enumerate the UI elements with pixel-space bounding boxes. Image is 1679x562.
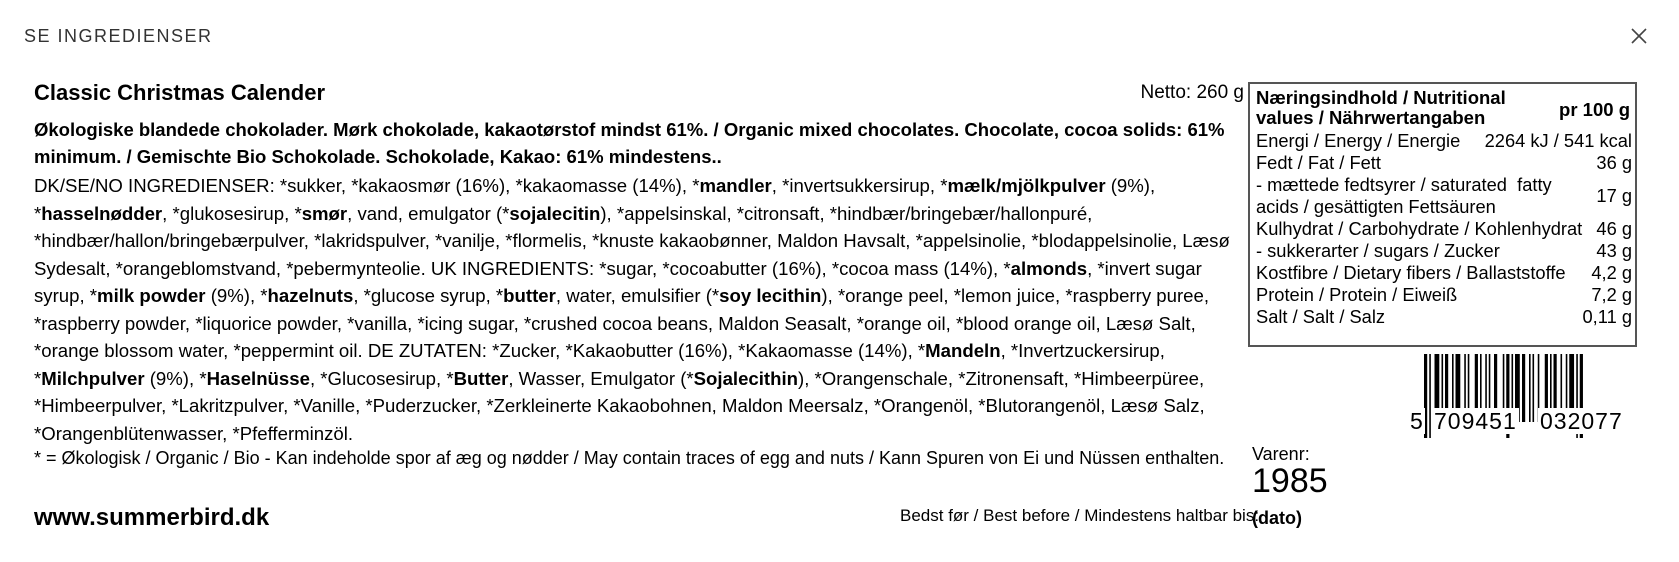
allergen: almonds [1010,257,1088,279]
ingredient-text: , water, emulsifier (* [555,285,720,306]
ingredient-text: ), *Orangenschale, *Zitronensaft, *Himbeerpüree, *Himbeerpulver, *Lakritzpulver, *Vanille, *Puderzucker, *Zerkleinerte Kakaobohnen, Maldon Meersalz, *Orangenöl, *Blutorangenöl, Læsø Salz, *Orangenblütenwasser, *Pfefferminzöl. [34,367,1205,444]
ingredient-text: DK/SE/NO INGREDIENSER: *sukker, *kakaosmør (16%), *kakaomasse (14%), * [34,175,700,196]
nutrition-value: 43 g [1596,240,1632,261]
allergen: milk powder [97,285,206,306]
varenr-label: Varenr: [1252,444,1310,464]
ingredient-text: , *invert sugar syrup, * [34,257,1202,306]
ingredient-text: (9%), * [205,285,268,306]
nutrition-label: Salt / Salt / Salz [1256,306,1386,327]
best-before-value: (dato) [1252,508,1302,528]
allergen: mælk/mjölkpulver [947,175,1106,196]
barcode-right-group: 032077 [1540,408,1623,434]
nutrition-value: 4,2 g [1591,262,1632,283]
product-description: Økologiske blandede chokolader. Mørk chokolade, kakaotørstof mindst 61%. / Organic mixed chocolates. Chocolate, cocoa solids: 61% minimum. / Gemischte Bio Schokolade. Schokolade, Kakao: 61% mindestens.. [34,119,1225,167]
close-icon[interactable] [1629,26,1649,46]
ingredient-text: , *invertsukkersirup, * [771,175,948,196]
ingredient-text: , Wasser, Emulgator (* [508,367,694,389]
nutrition-title: Næringsindhold / Nutritional values / Nährwertangaben [1256,87,1506,128]
allergen: smør [301,202,348,224]
nutrition-label: Kulhydrat / Carbohydrate / Kohlenhydrat [1256,218,1583,239]
nutrition-value: 17 g [1596,185,1632,206]
varenr-value: 1985 [1252,462,1328,500]
nutrition-value: 0,11 g [1582,306,1632,327]
ingredient-text: , vand, emulgator (* [347,202,510,224]
allergen: butter [503,285,556,306]
nutrition-header [1256,88,1630,128]
nutrition-label: - mættede fedtsyrer / saturated fatty acids / gesättigten Fettsäuren [1256,174,1552,217]
allergen: Haselnüsse [206,367,310,389]
nutrition-value: 2264 kJ / 541 kcal [1484,130,1632,151]
allergen: Butter [453,367,509,389]
nutrition-label: - sukkerarter / sugars / Zucker [1256,240,1500,261]
allergen: mandler [699,175,772,196]
ingredient-text: , *Glucosesirup, * [309,367,454,389]
best-before-label: Bedst før / Best before / Mindestens haltbar bis: [900,506,1260,525]
nutrition-label: Energi / Energy / Energie [1256,130,1461,151]
nutrition-value: 46 g [1596,218,1632,239]
product-title: Classic Christmas Calender [34,80,326,105]
allergen: hazelnuts [267,285,354,306]
barcode-left-group: 709451 [1434,408,1517,434]
ingredient-text: , *Invertzuckersirup, * [34,340,1165,389]
allergen: hasselnødder [41,202,163,224]
ingredient-text: (9%), * [34,175,1156,224]
ingredient-text: ), *appelsinskal, *citronsaft, *hindbær/bringebær/hallonpuré, *hindbær/hallon/bringebærpulver, *lakridspulver, *vanilje, *flormelis, *knuste kakaobønner, Maldon Havsalt, *appelsinolie, *blodappelsinolie, Læsø Sydesalt, *orangeblomstvand, *pebermynteolie. UK INGREDIENTS: *sugar, *cocoabutter (16%), *cocoa mass (14%), * [34,202,1230,279]
netto-weight: Netto: 260 g [1140,82,1244,103]
close-button[interactable] [1629,26,1649,46]
ingredient-text: , *glukosesirup, * [162,202,302,224]
ingredient-text: (9%), * [144,367,207,389]
ingredients-list [34,172,1246,447]
website-link[interactable]: www.summerbird.dk [34,504,270,531]
nutrition-label: Protein / Protein / Eiweiß [1256,284,1458,305]
ingredient-text: , *glucose syrup, * [353,285,504,306]
nutrition-label: Fedt / Fat / Fett [1256,152,1381,173]
allergen: Mandeln [925,340,1001,361]
barcode-first-digit: 5 [1410,408,1423,434]
allergen: Sojalecithin [693,367,799,389]
modal-title: SE INGREDIENSER [24,26,213,46]
nutrition-table [1248,82,1637,347]
nutrition-value: 7,2 g [1591,284,1632,305]
nutrition-label: Kostfibre / Dietary fibers / Ballaststoffe [1256,262,1566,283]
allergen: sojalecitin [509,202,601,224]
allergen: Milchpulver [41,367,145,389]
ingredient-text: ), *orange peel, *lemon juice, *raspberry puree, *raspberry powder, *liquorice powder, *vanilla, *icing sugar, *crushed cocoa beans, Maldon Seasalt, *orange oil, *blood orange oil, Læsø Salt, *orange blossom water, *peppermint oil. DE ZUTATEN: *Zucker, *Kakaobutter (16%), *Kakaomasse (14%), * [34,285,1210,361]
allergen: soy lecithin [719,285,822,306]
footnote: * = Økologisk / Organic / Bio - Kan indeholde spor af æg og nødder / May contain traces of egg and nuts / Kann Spuren von Ei und Nüssen enthalten. [34,448,1225,468]
nutrition-value: 36 g [1596,152,1632,173]
nutrition-per: pr 100 g [1559,99,1630,120]
